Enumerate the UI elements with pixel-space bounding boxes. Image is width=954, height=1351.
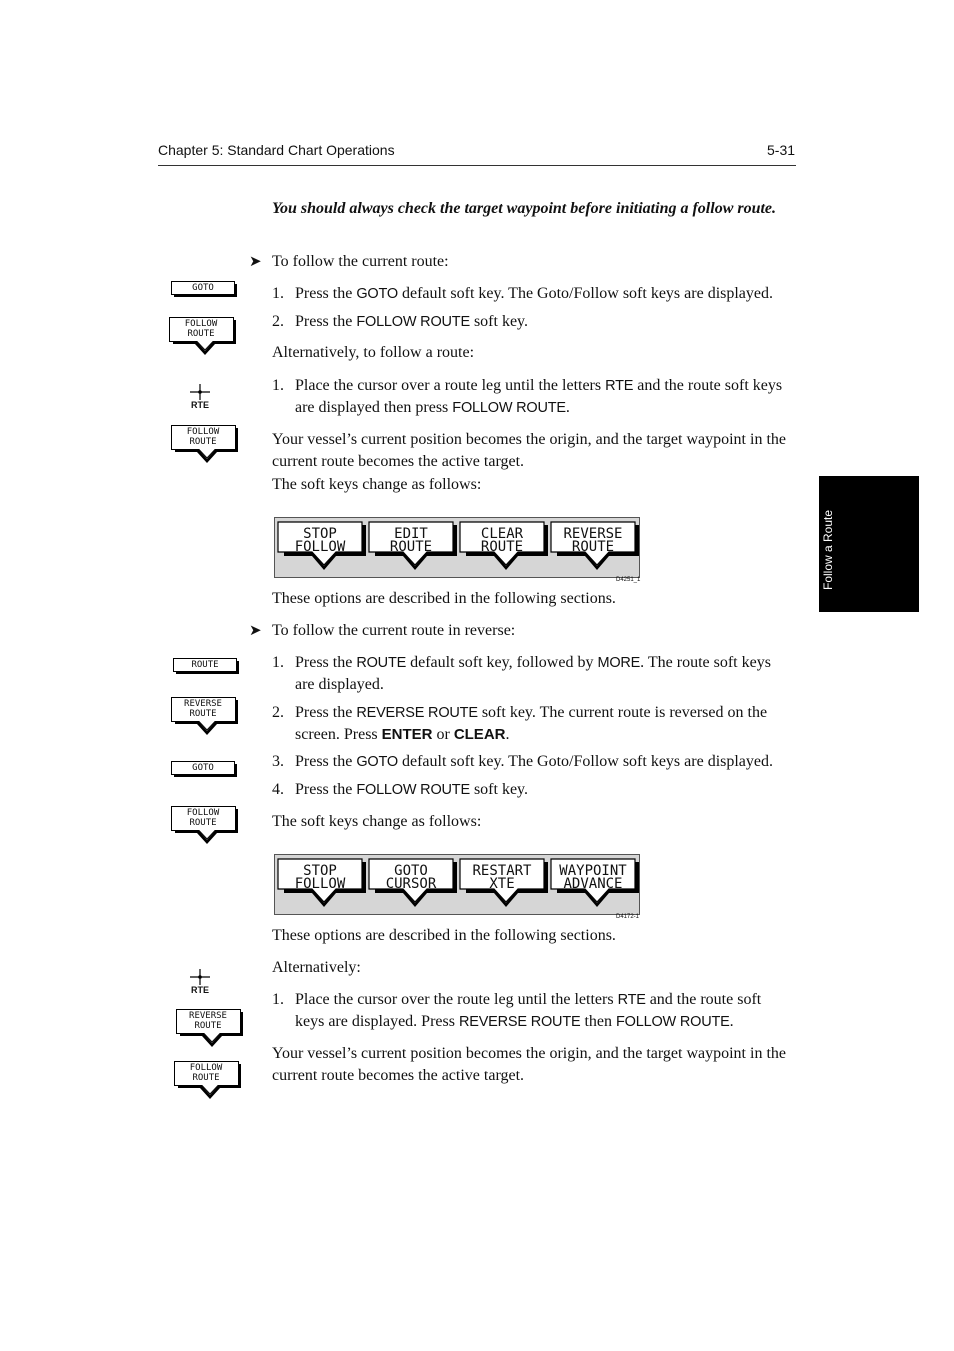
softkey-label: STOP FOLLOW bbox=[294, 863, 346, 892]
figure-code: D4251_1 bbox=[616, 577, 641, 583]
page-number: 5-31 bbox=[767, 142, 796, 158]
sections-note: These options are described in the following sections. bbox=[272, 927, 616, 944]
alternative-intro: Alternatively, to follow a route: bbox=[272, 344, 475, 361]
chapter-title: Chapter 5: Standard Chart Operations bbox=[158, 142, 395, 158]
step-item: 4. Press the FOLLOW ROUTE soft key. bbox=[272, 781, 528, 798]
softkey-label: STOP FOLLOW bbox=[294, 526, 346, 555]
procedure-heading: To follow the current route: bbox=[272, 253, 449, 270]
softkey-ref: GOTO bbox=[356, 286, 398, 302]
sections-note: These options are described in the following sections. bbox=[272, 590, 616, 607]
softkey-label: EDIT ROUTE bbox=[389, 526, 433, 555]
procedure-heading: To follow the current route in reverse: bbox=[272, 622, 516, 639]
figure-code: D4172-1 bbox=[616, 914, 640, 920]
softkey-bar-1 bbox=[274, 517, 641, 583]
bullet-arrow: ➤ bbox=[249, 254, 262, 270]
step-item: 2. Press the REVERSE ROUTE soft key. The current route is reversed on the screen. Press ENTER or CLEAR. bbox=[272, 704, 768, 743]
section-side-tab bbox=[819, 476, 919, 612]
softkey-bar-2 bbox=[274, 854, 640, 920]
reverse-route-key-icon: REVERSE ROUTE bbox=[171, 697, 239, 737]
follow-route-key-icon: FOLLOW ROUTE bbox=[171, 806, 239, 846]
side-tab-label: Follow a Route bbox=[821, 509, 835, 590]
step-item: 3. Press the GOTO default soft key. The Goto/Follow soft keys are displayed. bbox=[272, 753, 774, 770]
softkey-label: REVERSE ROUTE bbox=[563, 526, 623, 555]
route-key-icon: ROUTE bbox=[173, 658, 239, 675]
goto-key-icon: GOTO bbox=[171, 761, 237, 778]
follow-route-key-icon: FOLLOW ROUTE bbox=[171, 425, 239, 465]
result-paragraph: Your vessel’s current position becomes the origin, and the target waypoint in the current route becomes the active target. bbox=[272, 431, 786, 470]
goto-key-icon: GOTO bbox=[171, 281, 237, 298]
change-note: The soft keys change as follows: bbox=[272, 476, 482, 493]
softkey-label: GOTO CURSOR bbox=[385, 863, 437, 892]
header-rule bbox=[158, 165, 796, 166]
step-item: 1. Place the cursor over the route leg until the letters RTE and the route soft keys are displayed. Press REVERSE ROUTE then FOLLOW ROUTE. bbox=[272, 991, 762, 1030]
softkey-label: RESTART XTE bbox=[472, 863, 532, 892]
rte-cursor-icon: RTE bbox=[188, 968, 212, 996]
change-note: The soft keys change as follows: bbox=[272, 813, 482, 830]
step-item: 2. Press the FOLLOW ROUTE soft key. bbox=[272, 313, 528, 330]
follow-route-key-icon: FOLLOW ROUTE bbox=[174, 1061, 242, 1101]
step-item: 1. Press the ROUTE default soft key, followed by MORE. The route soft keys are displayed. bbox=[272, 654, 771, 693]
warning-note: You should always check the target waypoint before initiating a follow route. bbox=[272, 200, 777, 217]
softkey-label: WAYPOINT ADVANCE bbox=[559, 863, 627, 892]
rte-cursor-icon: RTE bbox=[188, 383, 212, 411]
softkey-ref: FOLLOW ROUTE bbox=[356, 314, 470, 330]
step-item: 1. Press the GOTO default soft key. The Goto/Follow soft keys are displayed. bbox=[272, 285, 774, 302]
bullet-arrow: ➤ bbox=[249, 623, 262, 639]
step-item: 1. Place the cursor over a route leg until the letters RTE and the route soft keys are displayed then press FOLLOW ROUTE. bbox=[272, 377, 783, 416]
alternative-intro: Alternatively: bbox=[272, 959, 361, 976]
reverse-route-key-icon: REVERSE ROUTE bbox=[176, 1009, 244, 1049]
follow-route-key-icon: FOLLOW ROUTE bbox=[169, 317, 237, 357]
result-paragraph: Your vessel’s current position becomes the origin, and the target waypoint in the current route becomes the active target. bbox=[272, 1045, 786, 1084]
softkey-label: CLEAR ROUTE bbox=[480, 526, 524, 555]
